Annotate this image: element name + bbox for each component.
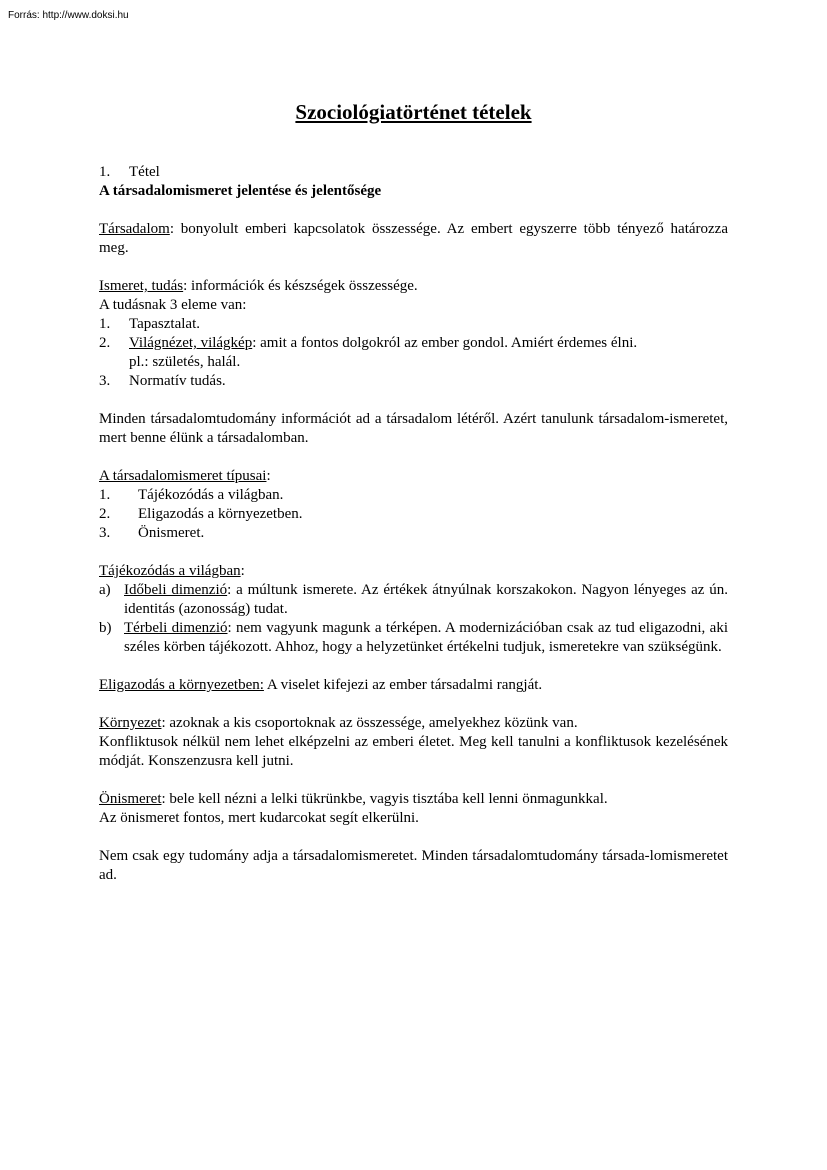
list-item: [99, 334, 728, 353]
paragraph-ismeret: [99, 277, 728, 391]
list-item: [99, 372, 728, 391]
term-kornyezet: Környezet: [99, 715, 162, 731]
list-item: [99, 581, 728, 619]
list-item-number: 3.: [99, 373, 111, 389]
paragraph-tajekozodas: [99, 562, 728, 657]
text-onismeret: : bele kell nézni a lelki tükrünkbe, vagyis tisztába kell lenni önmagunkkal.: [161, 791, 608, 807]
page-title: Szociológiatörténet tételek: [295, 100, 532, 124]
list-item-letter: a): [99, 582, 111, 598]
document-body: [99, 163, 728, 885]
list-item-term: Világnézet, világkép: [129, 335, 253, 351]
list-item-number: 2.: [99, 335, 111, 351]
list-item-text: Önismeret.: [138, 525, 205, 541]
list-item-text: Tájékozódás a világban.: [138, 487, 284, 503]
list-item-number: 3.: [99, 525, 111, 541]
paragraph-tarsadalom: [99, 220, 728, 258]
source-url: Forrás: http://www.doksi.hu: [8, 10, 129, 21]
topic-number-line: [99, 163, 728, 182]
text-kornyezet: : azoknak a kis csoportoknak az összessége, amelyekhez közünk van.: [161, 715, 578, 731]
text-kornyezet-line2: Konfliktusok nélkül nem lehet elképzelni az emberi életet. Meg kell tanulni a konfliktusok kezelésének módját. Konszenzusra kell jutni.: [99, 734, 728, 769]
text-ismeret-line2: A tudásnak 3 eleme van:: [99, 297, 247, 313]
term-tajekozodas: Tájékozódás a világban: [99, 563, 241, 579]
term-ismeret: Ismeret, tudás: [99, 278, 184, 294]
list-item-term: Időbeli dimenzió: [124, 582, 228, 598]
list-item-letter: b): [99, 620, 112, 636]
paragraph-minden: Minden társadalomtudomány információt ad a társadalom létéről. Azért tanulunk társadalom-ismeretet, mert benne élünk a társadalomban.: [99, 411, 728, 446]
list-item-text: Tapasztalat.: [129, 316, 200, 332]
list-item: [99, 619, 728, 657]
paragraph-nemcsak: Nem csak egy tudomány adja a társadalomismeretet. Minden társadalomtudomány társada-lomismeretet ad.: [99, 848, 728, 883]
paragraph-tipusok: [99, 467, 728, 543]
list-item-number: 2.: [99, 506, 111, 522]
paragraph-onismeret: [99, 790, 728, 828]
term-tarsadalom: Társadalom: [99, 221, 170, 237]
list-item-text: Normatív tudás.: [129, 373, 226, 389]
text-ismeret: : információk és készségek összessége.: [183, 278, 418, 294]
text-onismeret-line2: Az önismeret fontos, mert kudarcokat segít elkerülni.: [99, 810, 419, 826]
list-item: [99, 315, 728, 334]
topic-label: Tétel: [129, 164, 160, 180]
list-item-number: 1.: [99, 487, 111, 503]
term-tipusok: A társadalomismeret típusai: [99, 468, 267, 484]
list-item-term: Térbeli dimenzió: [124, 620, 228, 636]
list-item-subline: pl.: születés, halál.: [129, 354, 241, 370]
term-onismeret: Önismeret: [99, 791, 162, 807]
list-item: [99, 486, 728, 505]
topic-heading: A társadalomismeret jelentése és jelentősége: [99, 183, 382, 199]
text-tarsadalom: : bonyolult emberi kapcsolatok összessége. Az embert egyszerre több tényező határozza meg.: [99, 221, 728, 256]
list-item-text: Eligazodás a környezetben.: [138, 506, 303, 522]
term-eligazodas: Eligazodás a környezetben:: [99, 677, 264, 693]
text-tipusok: :: [266, 468, 271, 484]
paragraph-kornyezet: [99, 714, 728, 771]
list-item: [99, 524, 728, 543]
text-tajekozodas: :: [240, 563, 245, 579]
list-item: [99, 505, 728, 524]
text-eligazodas: A viselet kifejezi az ember társadalmi rangját.: [263, 677, 543, 693]
list-item-text: : amit a fontos dolgokról az ember gondol. Amiért érdemes élni.: [252, 335, 638, 351]
paragraph-eligazodas: [99, 676, 728, 695]
list-item-text: : nem vagyunk magunk a térképen. A modernizációban csak az tud eligazodni, aki széles körben tájékozott. Ahhoz, hogy a helyzetünket értékelni tudjuk, ismeretekre van szükségünk.: [124, 620, 728, 655]
list-item-number: 1.: [99, 316, 111, 332]
topic-number: 1.: [99, 164, 111, 180]
list-item-text: : a múltunk ismerete. Az értékek átnyúlnak korszakokon. Nagyon lényeges az ún. identitás (azonosság) tudat.: [124, 582, 728, 617]
